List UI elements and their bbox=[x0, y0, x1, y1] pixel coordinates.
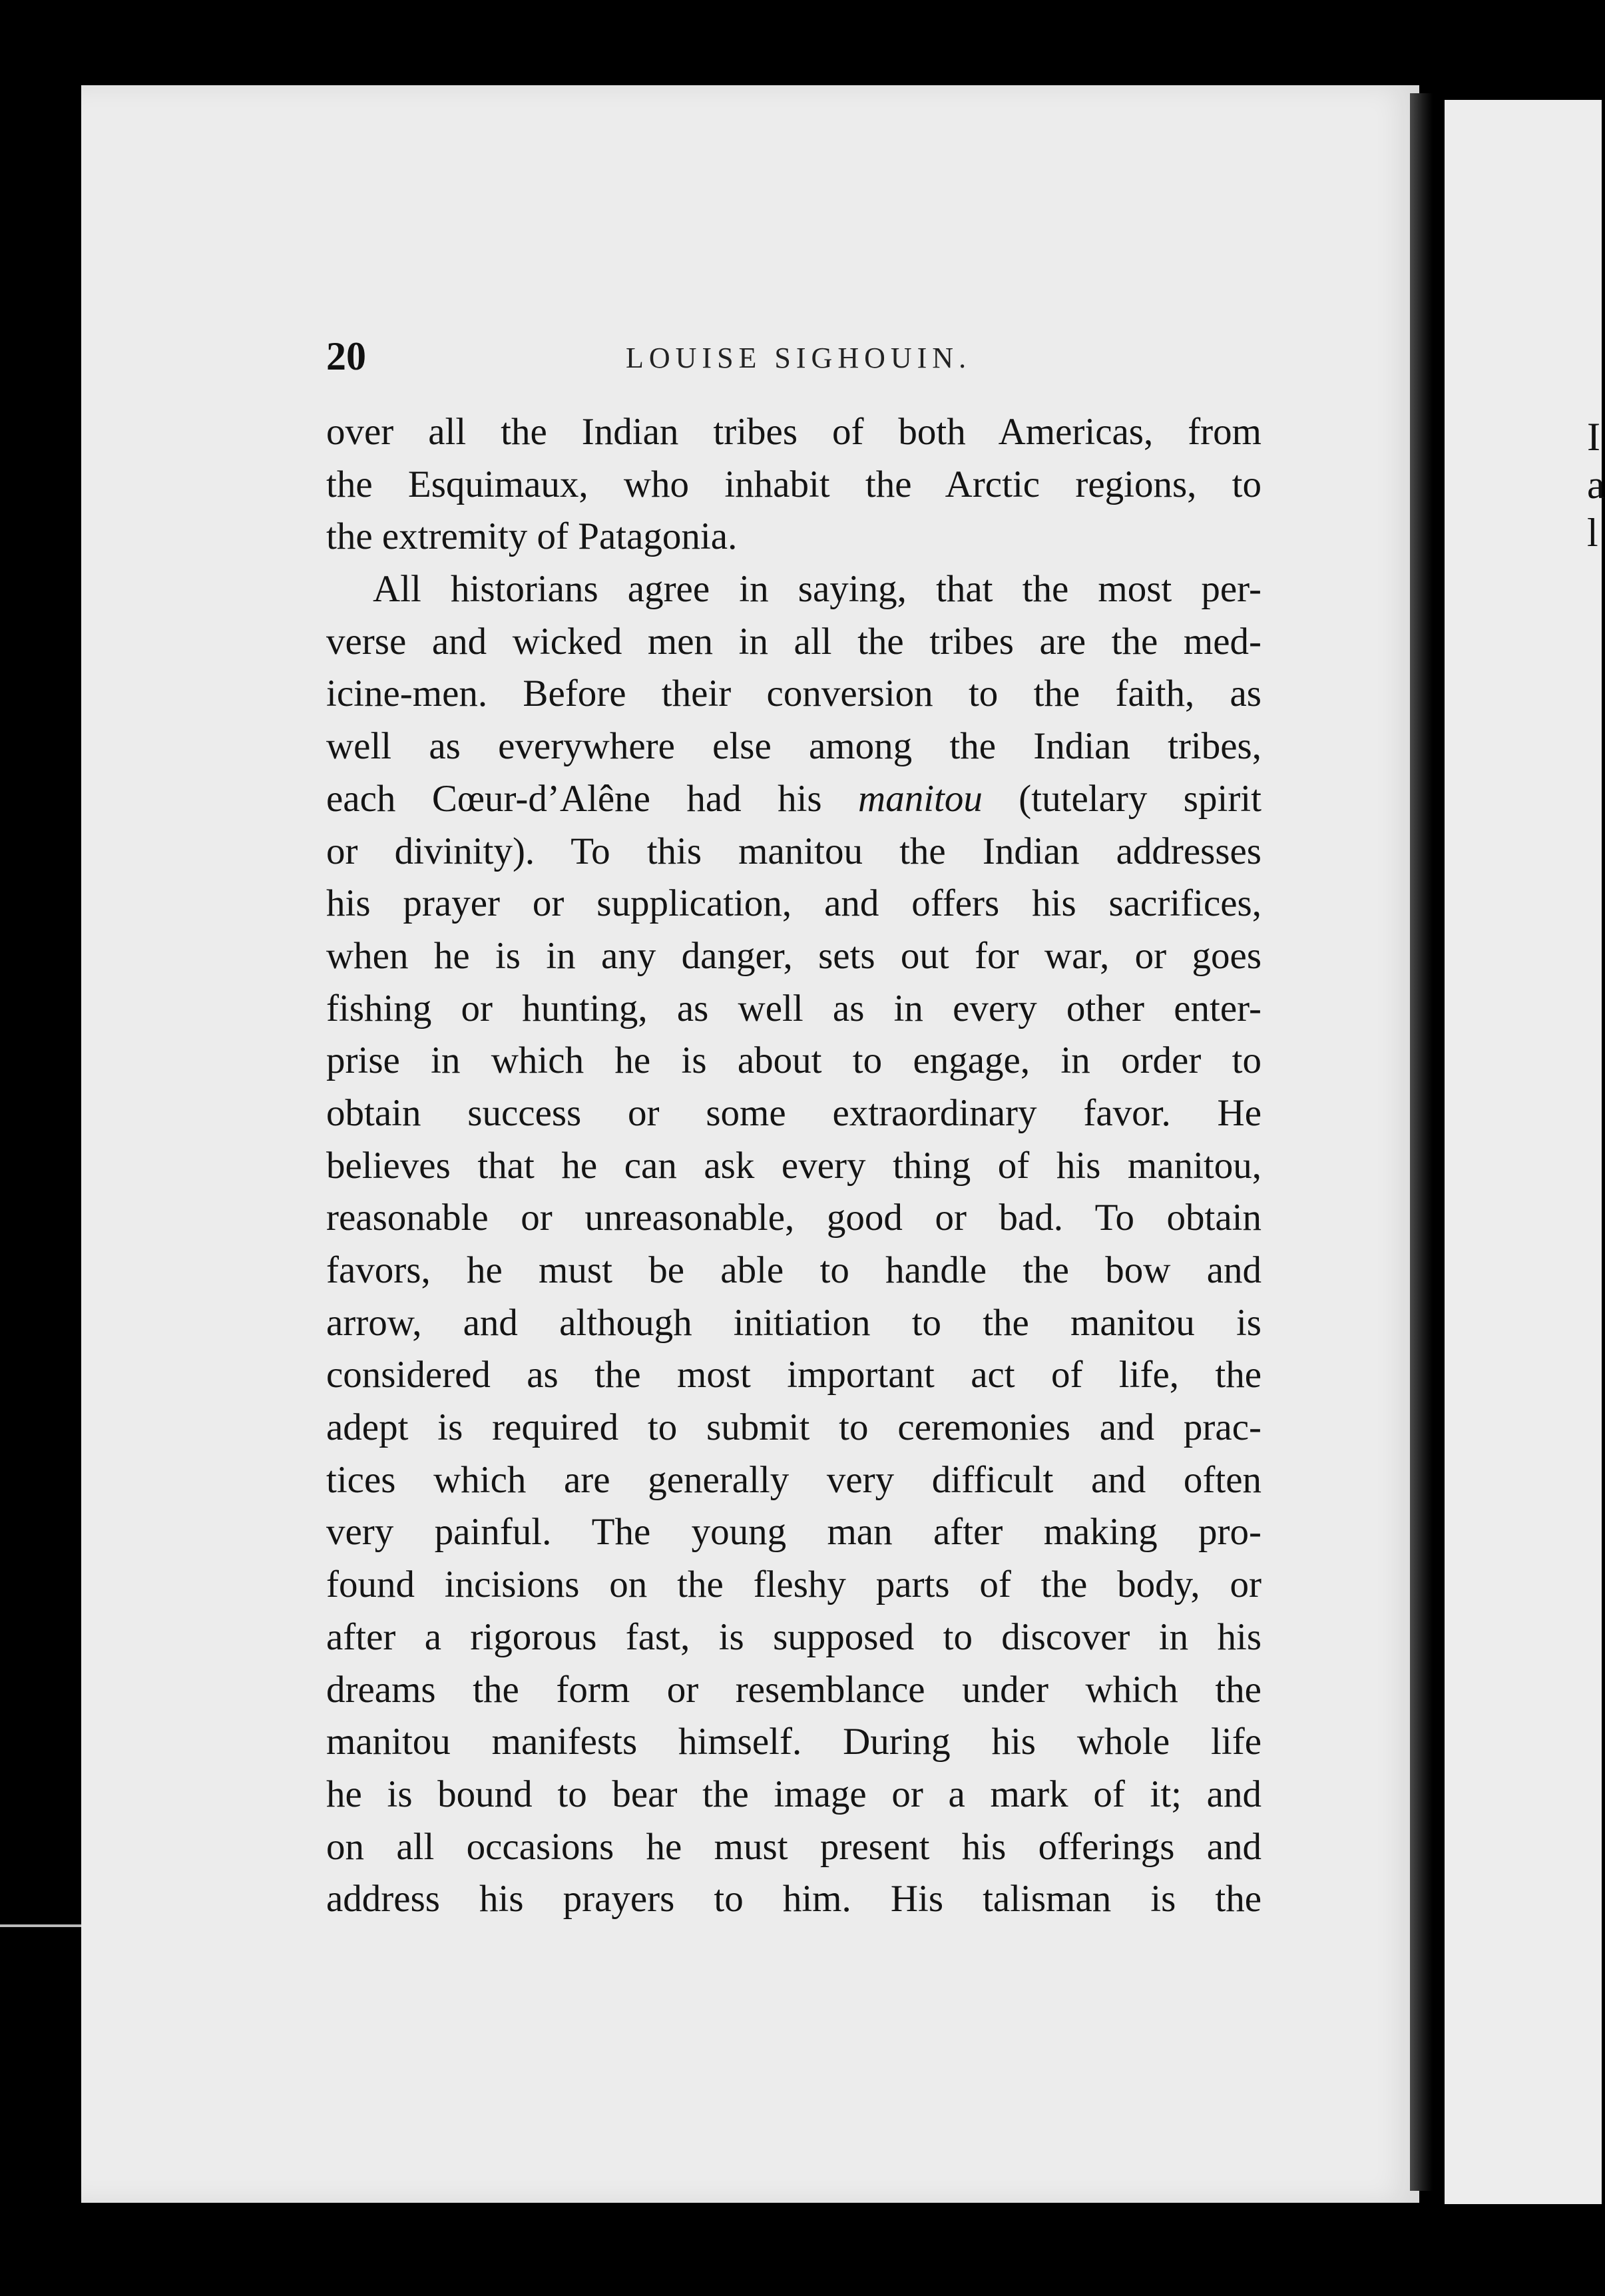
text-line: found incisions on the fleshy parts of the body, or bbox=[326, 1564, 1261, 1606]
text-line: believes that he can ask every thing of his manitou, bbox=[326, 1144, 1261, 1187]
text-line: All historians agree in saying, that the most per- bbox=[373, 568, 1261, 611]
italic-term: manitou bbox=[858, 777, 983, 820]
text-line: his prayer or supplication, and offers his sacrifices, bbox=[326, 882, 1261, 925]
text-line: arrow, and although initiation to the manitou is bbox=[326, 1301, 1261, 1344]
text-line: manitou manifests himself. During his whole life bbox=[326, 1721, 1261, 1763]
right-page-edge bbox=[1445, 100, 1605, 2204]
text-line-with-italic bbox=[326, 773, 1261, 826]
right-page-glyph: l bbox=[1587, 511, 1598, 555]
left-edge-mark bbox=[0, 1924, 81, 1927]
text-line: over all the Indian tribes of both Americas, from bbox=[326, 411, 1261, 453]
text-line: after a rigorous fast, is supposed to discover in his bbox=[326, 1615, 1261, 1658]
text-line: well as everywhere else among the Indian tribes, bbox=[326, 725, 1261, 768]
text-line: considered as the most important act of life, the bbox=[326, 1354, 1261, 1396]
text-line: fishing or hunting, as well as in every other enter- bbox=[326, 987, 1261, 1029]
text-line: tices which are generally very difficult and often bbox=[326, 1458, 1261, 1501]
page-number: 20 bbox=[326, 334, 366, 378]
running-head-title: LOUISE SIGHOUIN. bbox=[626, 342, 972, 374]
text-line: dreams the form or resemblance under which the bbox=[326, 1668, 1261, 1711]
right-page-glyph: I bbox=[1587, 415, 1600, 459]
text-line: obtain success or some extraordinary favor. He bbox=[326, 1091, 1261, 1134]
body-text bbox=[326, 406, 1261, 1926]
text-line: the extremity of Patagonia. bbox=[326, 515, 738, 558]
text-line: adept is required to submit to ceremonies and prac- bbox=[326, 1406, 1261, 1449]
text-line: favors, he must be able to handle the bow and bbox=[326, 1249, 1261, 1291]
text-line: he is bound to bear the image or a mark of it; and bbox=[326, 1773, 1261, 1815]
text-segment: (tutelary spirit bbox=[982, 777, 1261, 820]
text-line: very painful. The young man after making pro- bbox=[326, 1511, 1261, 1554]
right-page-glyph: a bbox=[1587, 463, 1605, 507]
running-head bbox=[326, 333, 1285, 380]
text-line: icine-men. Before their conversion to the faith, as bbox=[326, 673, 1261, 715]
book-spine-shadow bbox=[1410, 93, 1433, 2191]
text-line: when he is in any danger, sets out for war, or goes bbox=[326, 934, 1261, 977]
text-line: on all occasions he must present his offerings and bbox=[326, 1825, 1261, 1868]
text-line: the Esquimaux, who inhabit the Arctic regions, to bbox=[326, 463, 1261, 505]
text-line: prise in which he is about to engage, in order to bbox=[326, 1039, 1261, 1082]
text-line: reasonable or unreasonable, good or bad. To obtain bbox=[326, 1197, 1261, 1239]
text-line: address his prayers to him. His talisman is the bbox=[326, 1878, 1261, 1920]
text-segment: each Cœur-d’Alêne had his bbox=[326, 777, 859, 820]
right-page-glyphs bbox=[1587, 413, 1605, 693]
text-line: verse and wicked men in all the tribes are the med- bbox=[326, 620, 1261, 663]
text-line: or divinity). To this manitou the Indian addresses bbox=[326, 830, 1261, 872]
